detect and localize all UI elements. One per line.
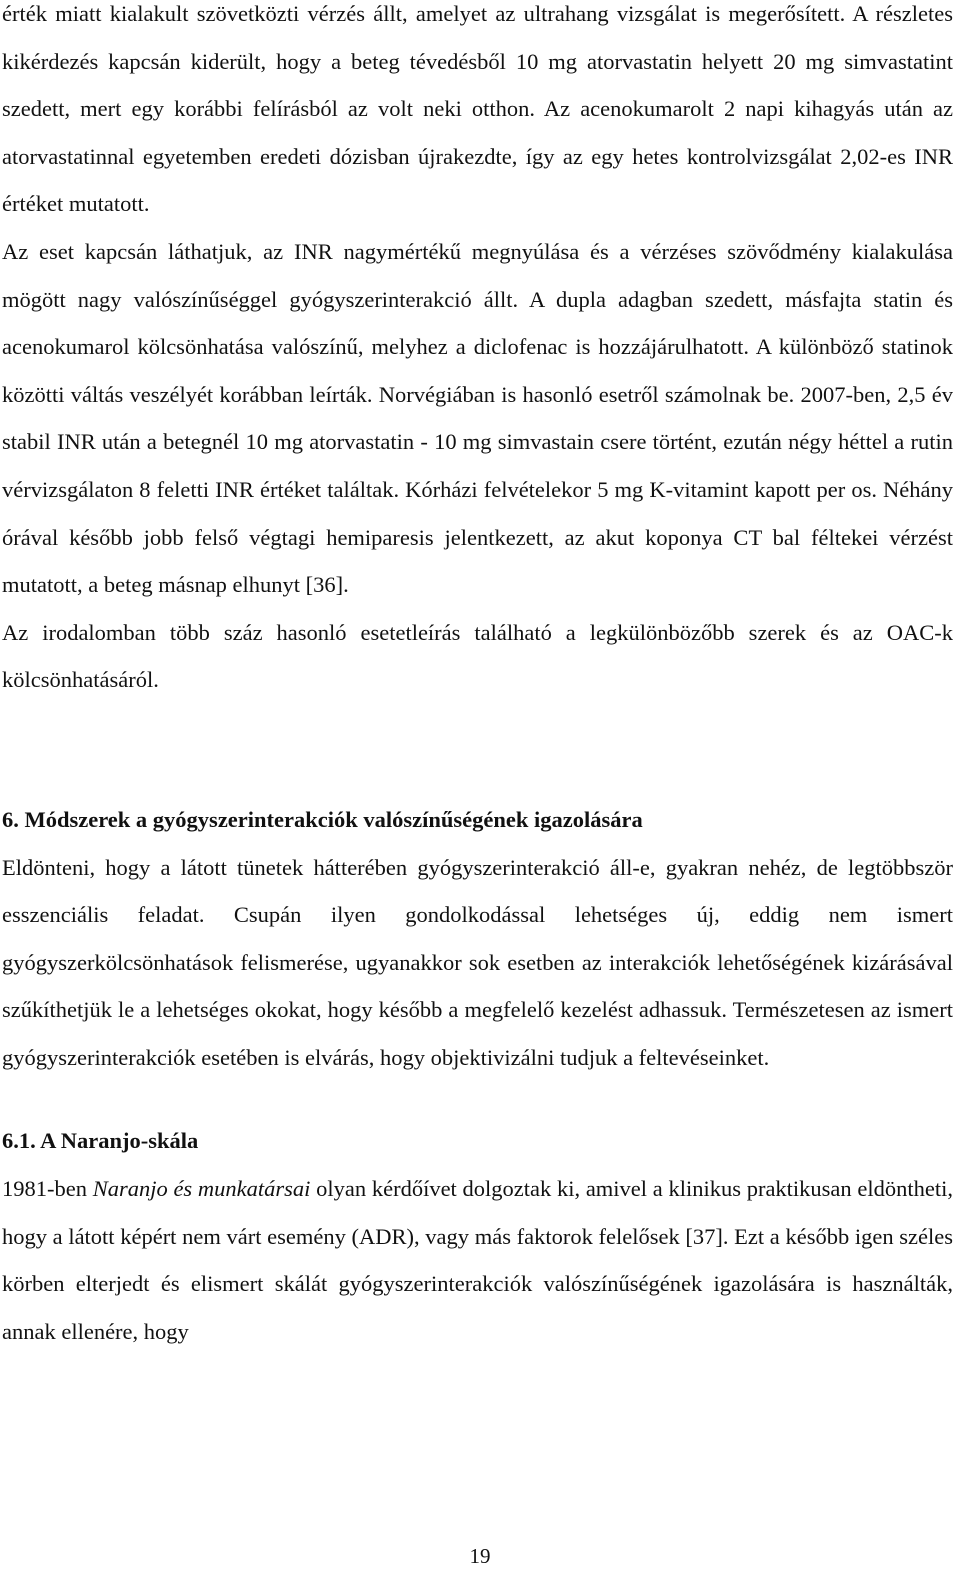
section-spacer xyxy=(2,704,953,796)
section-6-1-heading xyxy=(2,1117,953,1165)
body-paragraph-2: Az eset kapcsán láthatjuk, az INR nagymértékű megnyúlása és a vérzéses szövődmény kialakulása mögött nagy valószínűséggel gyógyszerinterakció állt. A dupla adagban szedett, másfajta statin és acenokumarol kölcsönhatása valószínű, melyhez a diclofenac is hozzájárulhatott. A különböző statinok közötti váltás veszélyét korábban leírták. Norvégiában is hasonló esetről számolnak be. 2007-ben, 2,5 év stabil INR után a betegnél 10 mg atorvastatin - 10 mg simvastain csere történt, ezután négy héttel a rutin vérvizsgálaton 8 feletti INR értéket találtak. Kórházi felvételekor 5 mg K-vitamint kapott per os. Néhány órával később jobb felső végtagi hemiparesis jelentkezett, az akut koponya CT bal féltekei vérzést mutatott, a beteg másnap elhunyt [36]. xyxy=(2,238,953,598)
section-6-paragraph: Eldönteni, hogy a látott tünetek hátterében gyógyszerinterakció áll-e, gyakran nehéz, de legtöbbször esszenciális feladat. Csupán ilyen gondolkodással lehetséges új, eddig nem ismert gyógyszerkölcsönhatások felismerése, ugyanakkor sok esetben az interakciók lehetőségének kizárásával szűkíthetjük le a lehetséges okokat, hogy később a megfelelő kezelést adhassuk. Természetesen az ismert gyógyszerinterakciók esetében is elvárás, hogy objektivizálni tudjuk a feltevéseinket. xyxy=(2,854,953,1070)
section-6-1-text-rest: olyan kérdőívet dolgoztak ki, amivel a klinikus praktikusan eldöntheti, hogy a látott képért nem várt esemény (ADR), vagy más faktorok felelősek [37]. Ezt a később igen széles körben elterjedt és elismert skálát gyógyszerinterakciók valószínűségének igazolására is használták, annak ellenére, hogy xyxy=(2,1176,953,1344)
section-6-1-title: A Naranjo-skála xyxy=(40,1128,199,1154)
section-6-1-paragraph xyxy=(2,1165,953,1355)
page-number: 19 xyxy=(469,1544,491,1568)
page-content xyxy=(2,0,953,1355)
section-6-1-number: 6.1. xyxy=(2,1128,36,1154)
section-6-title: Módszerek a gyógyszerinterakciók valószínűségének igazolására xyxy=(24,806,643,832)
section-6-1-text-start: 1981-ben xyxy=(2,1176,93,1202)
subsection-spacer xyxy=(2,1081,953,1117)
section-6-1-authors: Naranjo és munkatársai xyxy=(92,1176,311,1202)
section-6-heading xyxy=(2,796,953,844)
body-paragraph-3: Az irodalomban több száz hasonló esetetleírás található a legkülönbözőbb szerek és az OAC-k kölcsönhatásáról. xyxy=(2,619,953,693)
section-6-number: 6. xyxy=(2,806,19,832)
body-paragraph-1: érték miatt kialakult szövetközti vérzés állt, amelyet az ultrahang vizsgálat is megerősített. A részletes kikérdezés kapcsán kiderült, hogy a beteg tévedésből 10 mg atorvastatin helyett 20 mg simvastatint szedett, mert egy korábbi felírásból az volt neki otthon. Az acenokumarolt 2 napi kihagyás után az atorvastatinnal egyetemben eredeti dózisban újrakezdte, így az egy hetes kontrolvizsgálat 2,02-es INR értéket mutatott. xyxy=(2,1,953,217)
